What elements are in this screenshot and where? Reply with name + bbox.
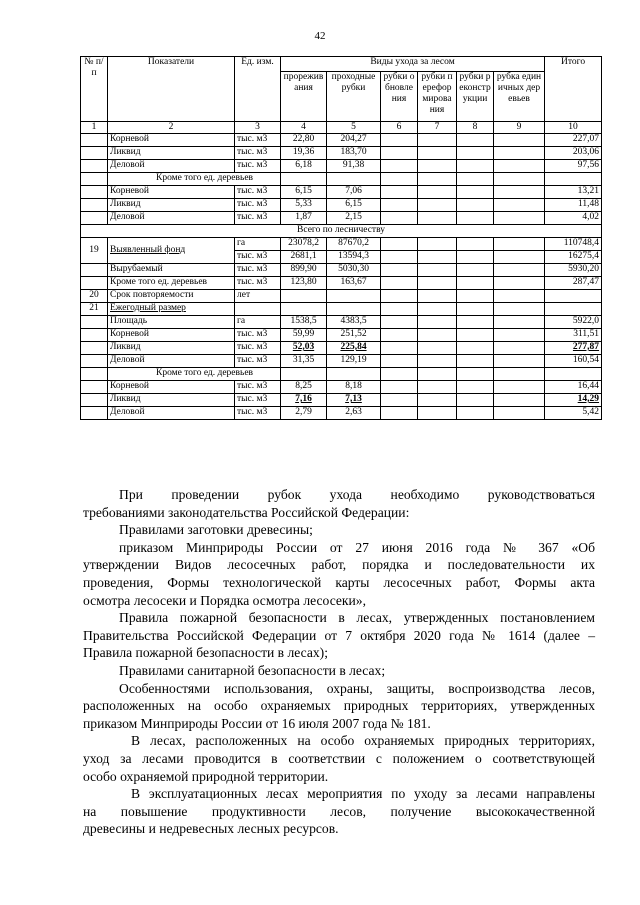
paragraph-line: расположенных на особо охраняемых природных территориях, утвержденных xyxy=(83,698,595,714)
row-unit: тыс. м3 xyxy=(235,250,281,263)
col-number: 7 xyxy=(418,122,457,134)
cell-thinning: 22,80 xyxy=(281,133,327,146)
cell-thinning: 8,25 xyxy=(281,380,327,393)
row-unit: га xyxy=(235,237,281,250)
row-label: Площадь xyxy=(108,315,235,328)
cell-passage: 8,18 xyxy=(327,380,381,393)
cell-thinning: 899,90 xyxy=(281,263,327,276)
header-care-types: Виды ухода за лесом xyxy=(281,57,545,72)
paragraph-line: В эксплуатационных лесах мероприятия по уходу за лесами направлены xyxy=(131,786,595,802)
row-label: Срок повторяемости xyxy=(108,289,235,302)
row-unit: тыс. м3 xyxy=(235,354,281,367)
paragraph-line: Особенностями использования, охраны, защиты, воспроизводства лесов, xyxy=(119,680,595,696)
row-unit: тыс. м3 xyxy=(235,185,281,198)
paragraph-line: Правительства Российской Федерации от 7 октября 2020 года № 1614 (далее – xyxy=(83,627,595,643)
cell-thinning: 6,18 xyxy=(281,159,327,172)
cell-passage: 7,13 xyxy=(327,393,381,406)
header-passage: проходные рубки xyxy=(327,72,381,122)
cell-passage: 6,15 xyxy=(327,198,381,211)
cell-passage: 13594,3 xyxy=(327,250,381,263)
cell-thinning: 31,35 xyxy=(281,354,327,367)
table-row xyxy=(81,380,602,393)
table-row xyxy=(81,185,602,198)
row-label: Корневой xyxy=(108,185,235,198)
cell-passage: 225,84 xyxy=(327,341,381,354)
col-number: 3 xyxy=(235,122,281,134)
section-title: Всего по лесничеству xyxy=(81,224,602,237)
cell-passage: 87670,2 xyxy=(327,237,381,250)
cell-thinning: 59,99 xyxy=(281,328,327,341)
row-unit: тыс. м3 xyxy=(235,276,281,289)
paragraph-line: Правила пожарной безопасности в лесах); xyxy=(83,645,328,661)
cell-passage: 5030,30 xyxy=(327,263,381,276)
cell-total: 110748,4 xyxy=(545,237,602,250)
cell-passage: 183,70 xyxy=(327,146,381,159)
header-renewal: рубки обновления xyxy=(381,72,418,122)
paragraph-line: требованиями законодательства Российской Федерации: xyxy=(83,504,410,520)
cell-passage: 129,19 xyxy=(327,354,381,367)
cell-total: 14,29 xyxy=(545,393,602,406)
row-label: Кроме того ед. деревьев xyxy=(108,276,235,289)
col-number: 2 xyxy=(108,122,235,134)
forest-care-table xyxy=(80,56,602,420)
cell-total: 311,51 xyxy=(545,328,602,341)
table-row xyxy=(81,302,602,315)
cell-total: 203,06 xyxy=(545,146,602,159)
row-unit: тыс. м3 xyxy=(235,263,281,276)
row-label: Выявленный фонд xyxy=(108,237,235,263)
row-label: Деловой xyxy=(108,406,235,419)
column-number-row xyxy=(81,122,602,134)
row-label: Деловой xyxy=(108,354,235,367)
row-label: Ликвид xyxy=(108,341,235,354)
paragraph-line: древесины и недревесных лесных ресурсов. xyxy=(83,821,339,837)
table-row xyxy=(81,315,602,328)
paragraph-line: особо охраняемой природной территории. xyxy=(83,768,329,784)
row-label: Деловой xyxy=(108,211,235,224)
row-unit: тыс. м3 xyxy=(235,159,281,172)
header-thinning: прореживания xyxy=(281,72,327,122)
row-label: Ликвид xyxy=(108,393,235,406)
row-unit: тыс. м3 xyxy=(235,393,281,406)
cell-passage: 2,15 xyxy=(327,211,381,224)
cell-thinning: 1,87 xyxy=(281,211,327,224)
header-reform: рубки переформирования xyxy=(418,72,457,122)
table-row xyxy=(81,237,602,250)
row-number: 21 xyxy=(81,302,108,315)
cell-total: 16275,4 xyxy=(545,250,602,263)
row-unit: тыс. м3 xyxy=(235,406,281,419)
paragraph-line: приказом Минприроды России от 16 июля 2007 года № 181. xyxy=(83,715,431,731)
row-number: 20 xyxy=(81,289,108,302)
cell-thinning: 6,15 xyxy=(281,185,327,198)
cell-total: 227,07 xyxy=(545,133,602,146)
table-row xyxy=(81,328,602,341)
section-title: Кроме того ед. деревьев xyxy=(108,367,281,380)
section-row xyxy=(81,367,602,380)
header-total: Итого xyxy=(545,57,602,122)
col-number: 9 xyxy=(494,122,545,134)
col-number: 8 xyxy=(457,122,494,134)
table-row xyxy=(81,159,602,172)
cell-total: 5,42 xyxy=(545,406,602,419)
cell-passage: 204,27 xyxy=(327,133,381,146)
row-unit: тыс. м3 xyxy=(235,198,281,211)
table-row xyxy=(81,211,602,224)
cell-thinning: 1538,5 xyxy=(281,315,327,328)
row-label: Корневой xyxy=(108,133,235,146)
paragraph-line: на повышение продуктивности лесов, получение высококачественной xyxy=(83,803,595,819)
cell-thinning: 23078,2 xyxy=(281,237,327,250)
cell-total: 287,47 xyxy=(545,276,602,289)
header-single-trees: рубка единичных деревьев xyxy=(494,72,545,122)
col-number: 4 xyxy=(281,122,327,134)
row-label: Ликвид xyxy=(108,146,235,159)
cell-thinning: 2681,1 xyxy=(281,250,327,263)
paragraph-line: уход за лесами проводится в соответствии с положением о соответствующей xyxy=(83,750,595,766)
header-unit: Ед. изм. xyxy=(235,57,281,122)
row-unit: тыс. м3 xyxy=(235,328,281,341)
cell-total: 277,87 xyxy=(545,341,602,354)
table-header-row xyxy=(81,57,602,72)
cell-total: 5930,20 xyxy=(545,263,602,276)
paragraph-line: При проведении рубок ухода необходимо руководствоваться xyxy=(119,487,595,502)
header-reconstruction: рубки реконструкции xyxy=(457,72,494,122)
cell-passage: 91,38 xyxy=(327,159,381,172)
header-num: № п/п xyxy=(81,57,108,122)
cell-total: 97,56 xyxy=(545,159,602,172)
row-label: Корневой xyxy=(108,328,235,341)
cell-thinning: 19,36 xyxy=(281,146,327,159)
row-label: Ликвид xyxy=(108,198,235,211)
row-unit: лет xyxy=(235,289,281,302)
section-row xyxy=(81,224,602,237)
row-label: Деловой xyxy=(108,159,235,172)
row-unit: тыс. м3 xyxy=(235,380,281,393)
cell-passage: 251,52 xyxy=(327,328,381,341)
cell-passage: 7,06 xyxy=(327,185,381,198)
paragraph-line: Правилами заготовки древесины; xyxy=(119,522,313,538)
cell-passage: 163,67 xyxy=(327,276,381,289)
row-unit: тыс. м3 xyxy=(235,133,281,146)
table-row xyxy=(81,146,602,159)
paragraph-line: В лесах, расположенных на особо охраняемых природных территориях, xyxy=(131,733,595,749)
paragraph-line: Правила пожарной безопасности в лесах, утвержденных постановлением xyxy=(119,610,595,626)
cell-passage: 2,63 xyxy=(327,406,381,419)
table-row xyxy=(81,289,602,302)
cell-thinning: 52,03 xyxy=(281,341,327,354)
paragraph-line: Правилами санитарной безопасности в лесах; xyxy=(119,662,386,678)
table-row xyxy=(81,354,602,367)
section-row xyxy=(81,172,602,185)
cell-total: 5922,0 xyxy=(545,315,602,328)
table-row xyxy=(81,276,602,289)
cell-total: 11,48 xyxy=(545,198,602,211)
row-number: 19 xyxy=(81,237,108,263)
cell-thinning: 7,16 xyxy=(281,393,327,406)
col-number: 5 xyxy=(327,122,381,134)
section-title: Кроме того ед. деревьев xyxy=(108,172,281,185)
paragraph-line: проведения, Формы технологической карты лесосечных работ, Формы акта xyxy=(83,574,595,590)
row-unit: тыс. м3 xyxy=(235,146,281,159)
cell-thinning: 123,80 xyxy=(281,276,327,289)
row-label: Корневой xyxy=(108,380,235,393)
col-number: 1 xyxy=(81,122,108,134)
table-row xyxy=(81,263,602,276)
cell-total: 160,54 xyxy=(545,354,602,367)
cell-total: 16,44 xyxy=(545,380,602,393)
table-row xyxy=(81,133,602,146)
col-number: 6 xyxy=(381,122,418,134)
col-number: 10 xyxy=(545,122,602,134)
paragraph-line: осмотра лесосеки и Порядка осмотра лесосеки», xyxy=(83,592,367,608)
cell-total: 13,21 xyxy=(545,185,602,198)
page-number: 42 xyxy=(314,30,326,42)
table-row xyxy=(81,393,602,406)
row-unit: тыс. м3 xyxy=(235,341,281,354)
paragraph-line: утверждении Видов лесосечных работ, порядка и последовательности их xyxy=(83,557,595,573)
row-unit: га xyxy=(235,315,281,328)
cell-thinning: 5,33 xyxy=(281,198,327,211)
paragraph-line: приказом Минприроды России от 27 июня 2016 года № 367 «Об xyxy=(119,539,595,555)
table-row xyxy=(81,406,602,419)
cell-passage: 4383,5 xyxy=(327,315,381,328)
table-row xyxy=(81,341,602,354)
cell-thinning: 2,79 xyxy=(281,406,327,419)
row-label: Ежегодный размер xyxy=(108,302,235,315)
row-label: Вырубаемый xyxy=(108,263,235,276)
row-unit: тыс. м3 xyxy=(235,211,281,224)
table-row xyxy=(81,198,602,211)
body-text xyxy=(83,486,595,838)
cell-total: 4,02 xyxy=(545,211,602,224)
header-indicators: Показатели xyxy=(108,57,235,122)
